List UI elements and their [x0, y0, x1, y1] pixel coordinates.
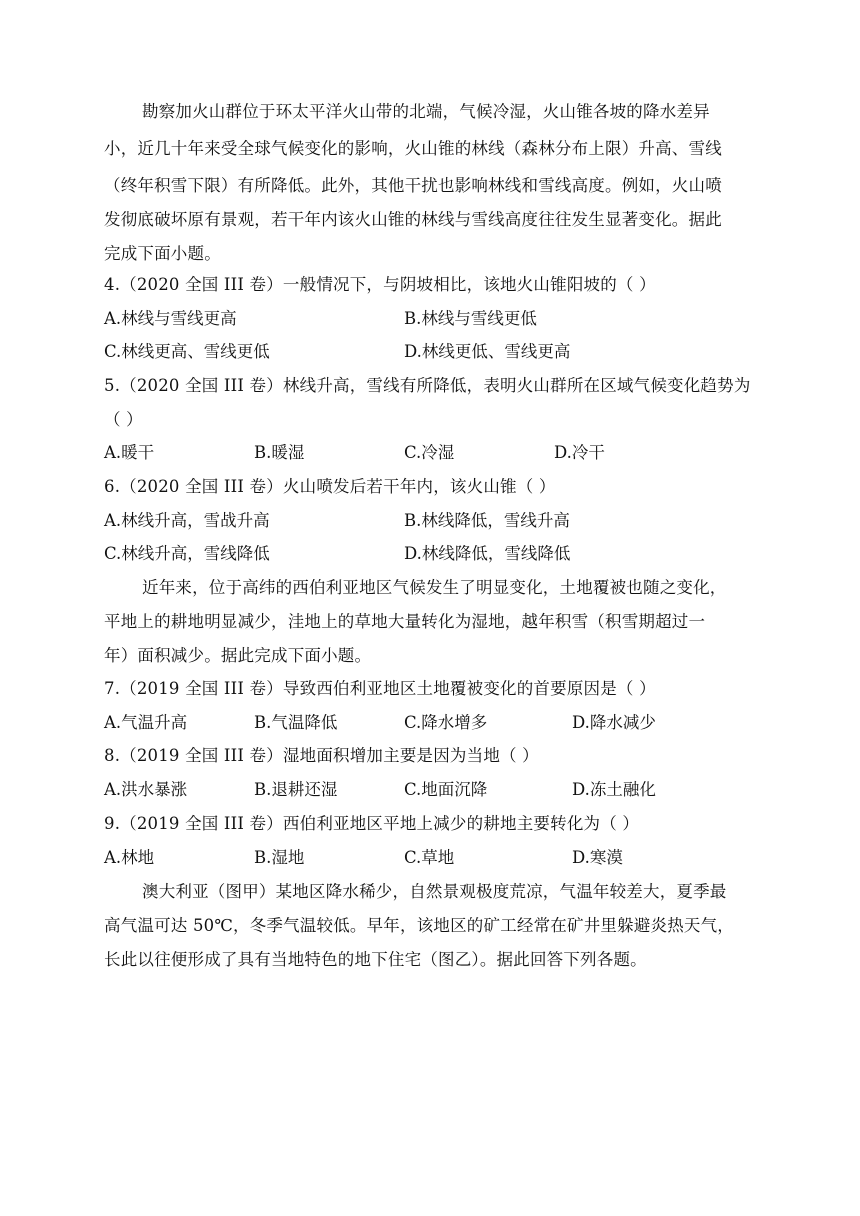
option-b[interactable]: B.气温降低	[254, 713, 338, 732]
option-d[interactable]: D.降水减少	[572, 713, 656, 732]
option-b[interactable]: B.退耕还湿	[254, 780, 338, 799]
option-d[interactable]: D.冻土融化	[572, 780, 656, 799]
passage-line: 勘察加火山群位于环太平洋火山带的北端，气候冷湿，火山锥各坡的降水差异	[142, 102, 710, 121]
passage-line: 长此以往便形成了具有当地特色的地下住宅（图乙）。据此回答下列各题。	[104, 950, 647, 969]
question-stem: 7.（2019 全国 III 卷）导致西伯利亚地区土地覆被变化的首要原因是（ ）	[104, 679, 656, 698]
option-d[interactable]: D.林线降低，雪线降低	[404, 544, 571, 563]
option-c[interactable]: C.林线更高、雪线更低	[104, 342, 270, 361]
passage-line: 小，近几十年来受全球气候变化的影响，火山锥的林线（森林分布上限）升高、雪线	[104, 139, 722, 158]
passage-line: 平地上的耕地明显减少，洼地上的草地大量转化为湿地，越年积雪（积雪期超过一	[104, 612, 706, 631]
option-b[interactable]: B.暖湿	[254, 443, 305, 462]
option-d[interactable]: D.林线更低、雪线更高	[404, 342, 571, 361]
passage-line: 高气温可达 50℃，冬季气温较低。早年，该地区的矿工经常在矿井里躲避炎热天气，	[104, 916, 734, 935]
question-stem: 6.（2020 全国 III 卷）火山喷发后若干年内，该火山锥（ ）	[104, 477, 556, 496]
option-c[interactable]: C.冷湿	[404, 443, 455, 462]
passage-line: 年）面积减少。据此完成下面小题。	[104, 646, 372, 665]
question-stem: 9.（2019 全国 III 卷）西伯利亚地区平地上减少的耕地主要转化为（ ）	[104, 814, 640, 833]
passage-line: 发彻底破坏原有景观，若干年内该火山锥的林线与雪线高度往往发生显著变化。据此	[104, 210, 722, 229]
option-c[interactable]: C.地面沉降	[404, 780, 488, 799]
option-a[interactable]: A.气温升高	[104, 713, 188, 732]
option-c[interactable]: C.林线升高，雪线降低	[104, 544, 270, 563]
option-a[interactable]: A.林线升高，雪战升高	[104, 511, 270, 530]
option-d[interactable]: D.寒漠	[572, 848, 623, 867]
option-b[interactable]: B.林线降低，雪线升高	[404, 511, 570, 530]
passage-line: 近年来，位于高纬的西伯利亚地区气候发生了明显变化，土地覆被也随之变化，	[142, 578, 727, 597]
option-a[interactable]: A.林线与雪线更高	[104, 309, 237, 328]
question-stem: 5.（2020 全国 III 卷）林线升高，雪线有所降低，表明火山群所在区域气候变化趋势为	[104, 376, 751, 395]
passage-line: 澳大利亚（图甲）某地区降水稀少，自然景观极度荒凉，气温年较差大，夏季最	[142, 882, 727, 901]
option-a[interactable]: A.暖干	[104, 443, 155, 462]
option-b[interactable]: B.湿地	[254, 848, 305, 867]
question-stem: 8.（2019 全国 III 卷）湿地面积增加主要是因为当地（ ）	[104, 746, 539, 765]
option-d[interactable]: D.冷干	[554, 443, 605, 462]
option-a[interactable]: A.林地	[104, 848, 155, 867]
option-a[interactable]: A.洪水暴涨	[104, 780, 188, 799]
option-c[interactable]: C.降水增多	[404, 713, 488, 732]
question-stem-continued: （ ）	[104, 410, 143, 429]
question-stem: 4.（2020 全国 III 卷）一般情况下，与阴坡相比，该地火山锥阳坡的（ ）	[104, 275, 656, 294]
option-c[interactable]: C.草地	[404, 848, 455, 867]
option-b[interactable]: B.林线与雪线更低	[404, 309, 537, 328]
passage-line: （终年积雪下限）有所降低。此外，其他干扰也影响林线和雪线高度。例如，火山喷	[104, 176, 722, 195]
passage-line: 完成下面小题。	[104, 244, 221, 263]
